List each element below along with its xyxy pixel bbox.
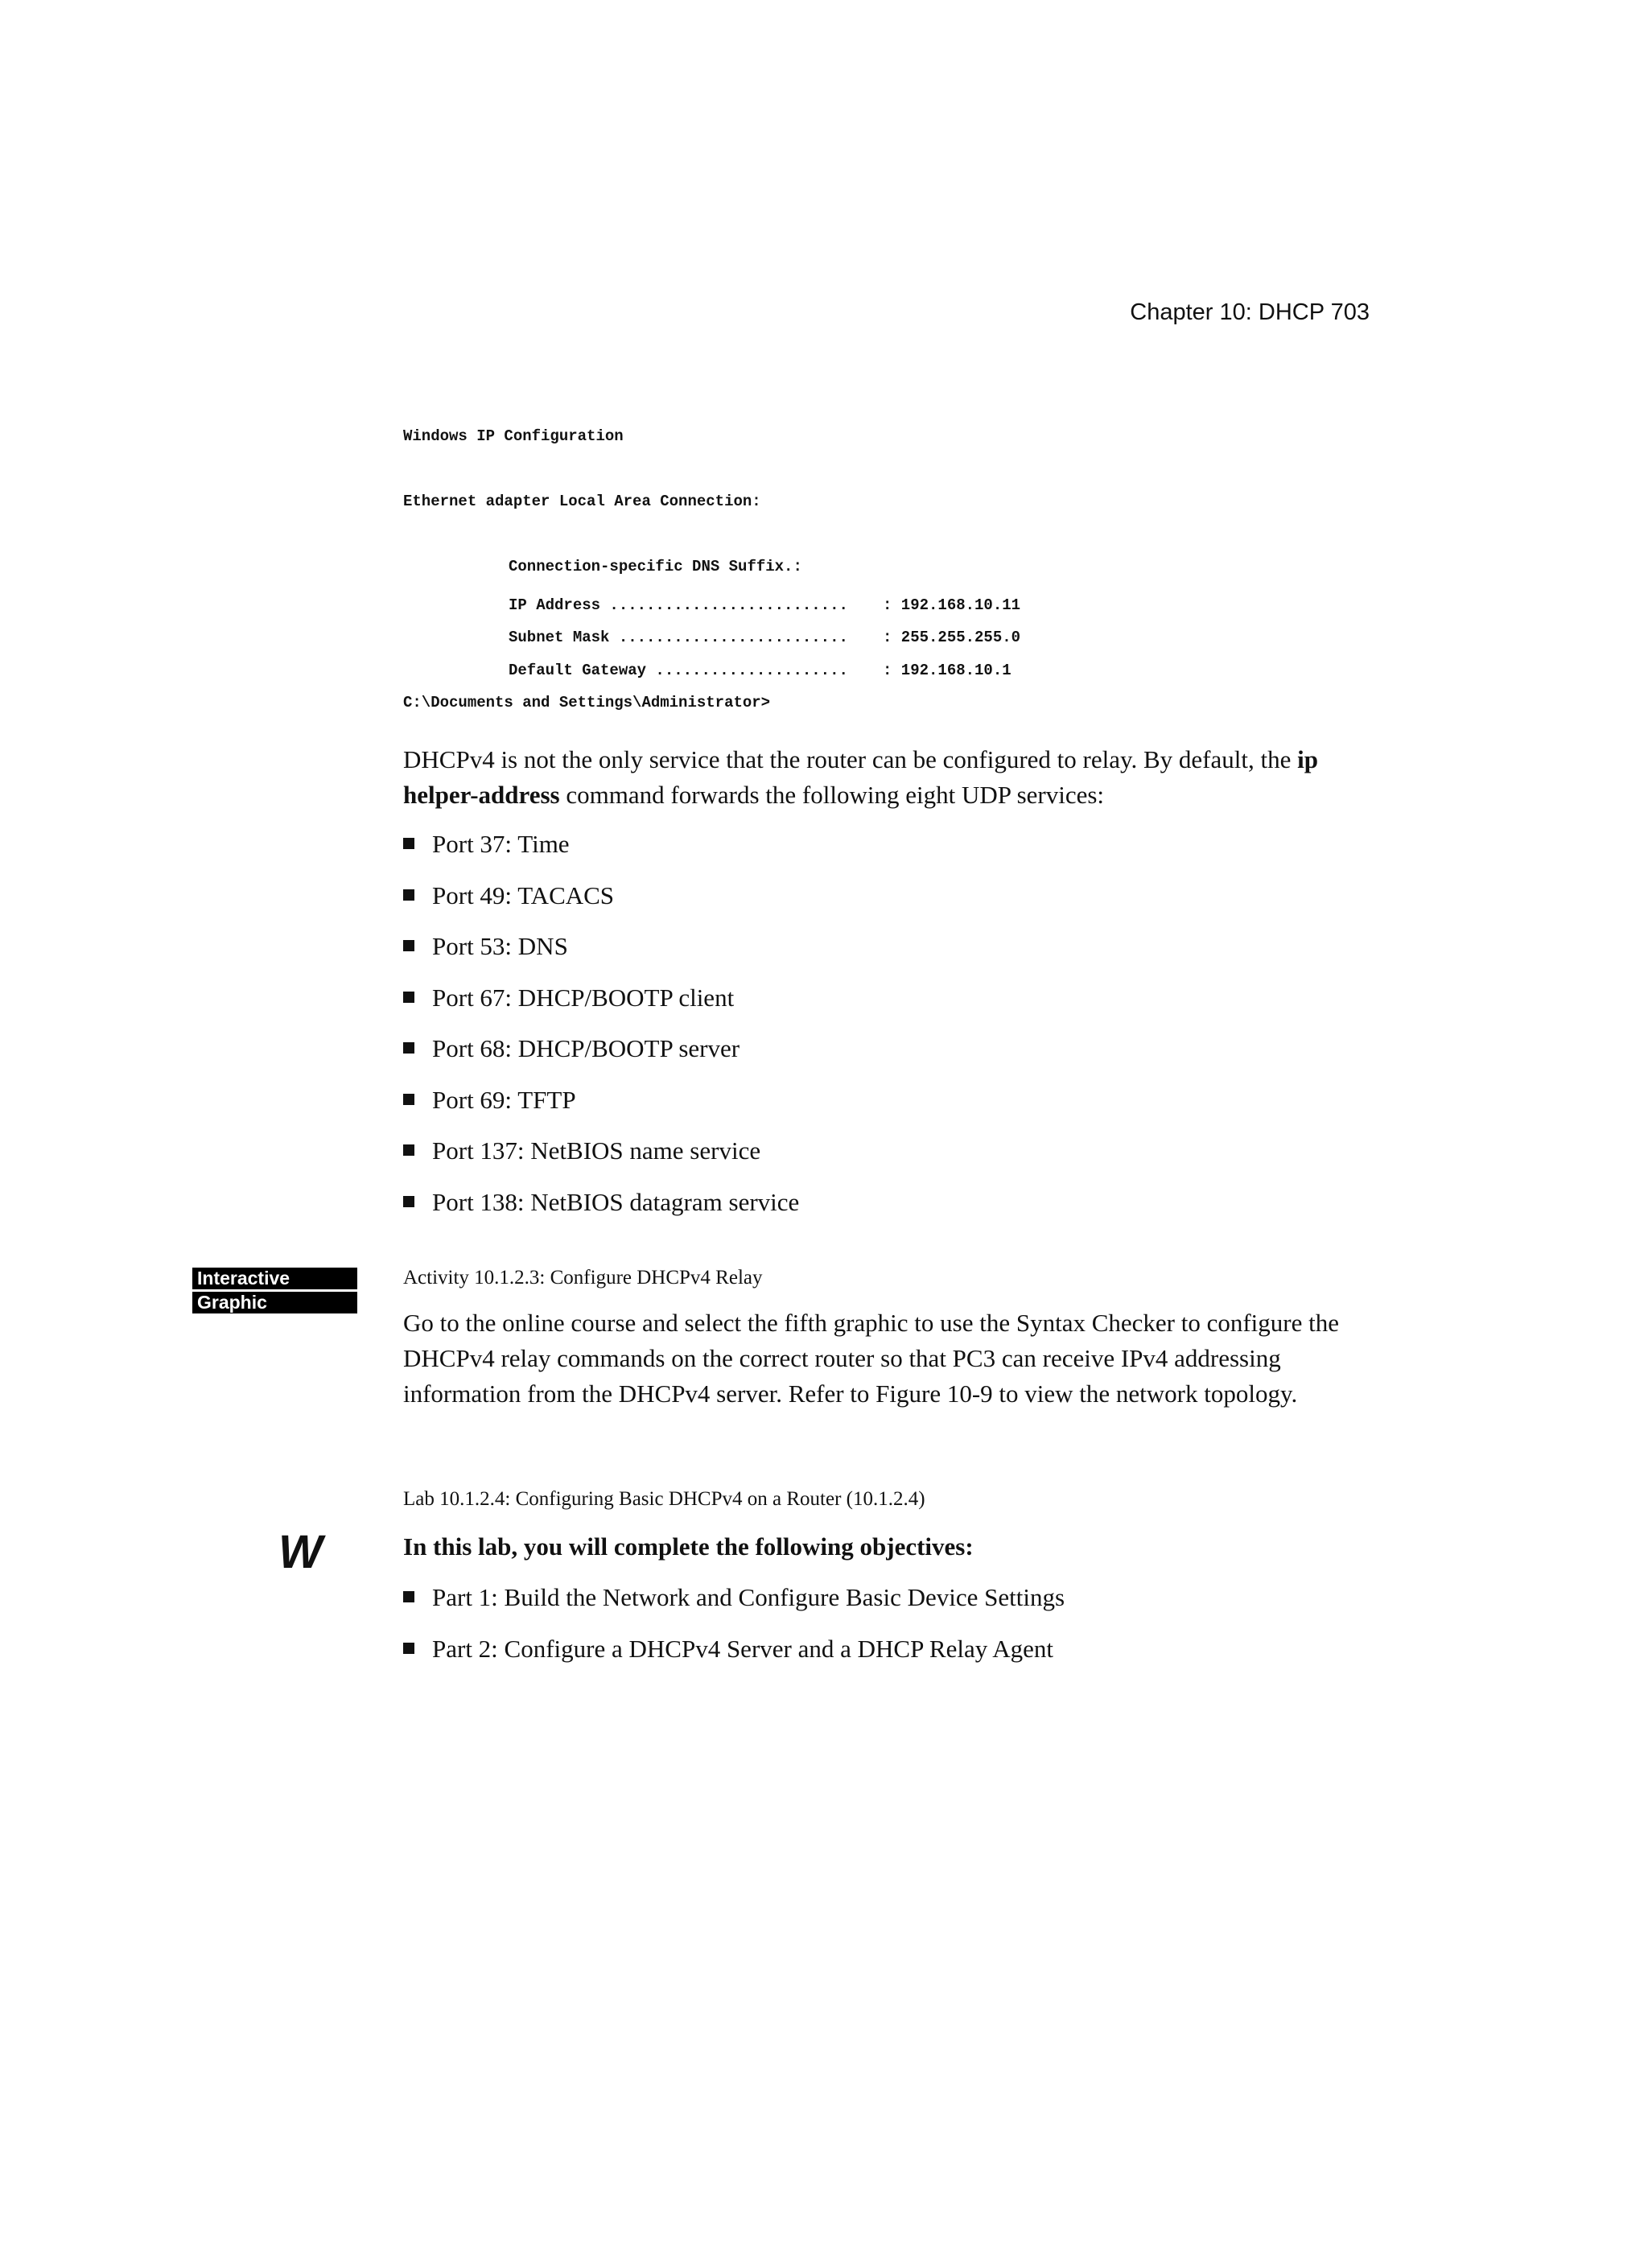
badge-line-interactive: Interactive bbox=[192, 1268, 357, 1289]
udp-port-list bbox=[403, 827, 799, 1235]
terminal-line-title: Windows IP Configuration bbox=[403, 427, 624, 445]
activity-paragraph: Go to the online course and select the fifth graphic to use the Syntax Checker to configure the DHCPv4 relay commands on the correct router so that PC3 can receive IPv4 addressing information from the DHCPv4 server. Refer to Figure 10-9 to view the network topology. bbox=[403, 1309, 1339, 1408]
lab-lead-text: In this lab, you will complete the following objectives: bbox=[403, 1532, 974, 1561]
running-head: Chapter 10: DHCP 703 bbox=[1130, 299, 1370, 325]
list-item bbox=[403, 929, 799, 980]
intro-text-2: command forwards the following eight UDP services: bbox=[559, 781, 1105, 809]
lab-objectives-list bbox=[403, 1580, 1065, 1682]
port-item-label: Port 67: DHCP/BOOTP client bbox=[432, 983, 735, 1012]
terminal-ip-label: IP Address .......................... bbox=[509, 596, 848, 614]
port-item-label: Port 69: TFTP bbox=[432, 1085, 576, 1114]
objective-label: Part 1: Build the Network and Configure Basic Device Settings bbox=[432, 1583, 1065, 1611]
terminal-gateway-label: Default Gateway ..................... bbox=[509, 662, 848, 679]
intro-command-helper: helper-address bbox=[403, 781, 560, 809]
list-item bbox=[403, 1185, 799, 1236]
lab-title: Lab 10.1.2.4: Configuring Basic DHCPv4 on a Router (10.1.2.4) bbox=[403, 1488, 925, 1510]
terminal-line-adapter: Ethernet adapter Local Area Connection: bbox=[403, 493, 761, 510]
intro-command-ip: ip bbox=[1297, 745, 1318, 773]
lab-lead bbox=[403, 1529, 1393, 1565]
list-item bbox=[403, 878, 799, 930]
badge-line-graphic: Graphic bbox=[192, 1292, 357, 1313]
bullet-square-icon bbox=[403, 1042, 414, 1054]
port-item-label: Port 49: TACACS bbox=[432, 880, 615, 909]
list-item bbox=[403, 1580, 1065, 1631]
bullet-square-icon bbox=[403, 1196, 414, 1207]
activity-title: Activity 10.1.2.3: Configure DHCPv4 Relay bbox=[403, 1267, 763, 1289]
terminal-mask-value: : 255.255.255.0 bbox=[883, 629, 1021, 646]
terminal-line-dns: Connection-specific DNS Suffix.: bbox=[509, 558, 802, 575]
bullet-square-icon bbox=[403, 838, 414, 849]
terminal-prompt: C:\Documents and Settings\Administrator> bbox=[403, 694, 771, 711]
terminal-mask-label: Subnet Mask ......................... bbox=[509, 629, 848, 646]
bullet-square-icon bbox=[403, 1643, 414, 1654]
list-item bbox=[403, 827, 799, 878]
list-item bbox=[403, 980, 799, 1032]
intro-text-1: DHCPv4 is not the only service that the router can be configured to relay. By default, the bbox=[403, 745, 1298, 773]
bullet-square-icon bbox=[403, 1144, 414, 1156]
bullet-square-icon bbox=[403, 940, 414, 951]
port-item-label: Port 138: NetBIOS datagram service bbox=[432, 1187, 800, 1216]
bullet-square-icon bbox=[403, 1591, 414, 1602]
bullet-square-icon bbox=[403, 992, 414, 1003]
terminal-ip-value: : 192.168.10.11 bbox=[883, 596, 1021, 614]
port-item-label: Port 137: NetBIOS name service bbox=[432, 1136, 761, 1165]
lab-w-icon: W bbox=[278, 1526, 323, 1578]
list-item bbox=[403, 1631, 1065, 1683]
port-item-label: Port 68: DHCP/BOOTP server bbox=[432, 1034, 740, 1062]
bullet-square-icon bbox=[403, 889, 414, 901]
bullet-square-icon bbox=[403, 1094, 414, 1105]
list-item bbox=[403, 1133, 799, 1185]
list-item bbox=[403, 1031, 799, 1082]
objective-label: Part 2: Configure a DHCPv4 Server and a DHCP Relay Agent bbox=[432, 1634, 1054, 1663]
terminal-gateway-value: : 192.168.10.1 bbox=[883, 662, 1011, 679]
list-item bbox=[403, 1082, 799, 1134]
port-item-label: Port 53: DNS bbox=[432, 932, 568, 960]
port-item-label: Port 37: Time bbox=[432, 830, 570, 858]
interactive-graphic-badge bbox=[192, 1268, 357, 1316]
intro-paragraph bbox=[403, 742, 1393, 813]
activity-body bbox=[403, 1305, 1393, 1412]
